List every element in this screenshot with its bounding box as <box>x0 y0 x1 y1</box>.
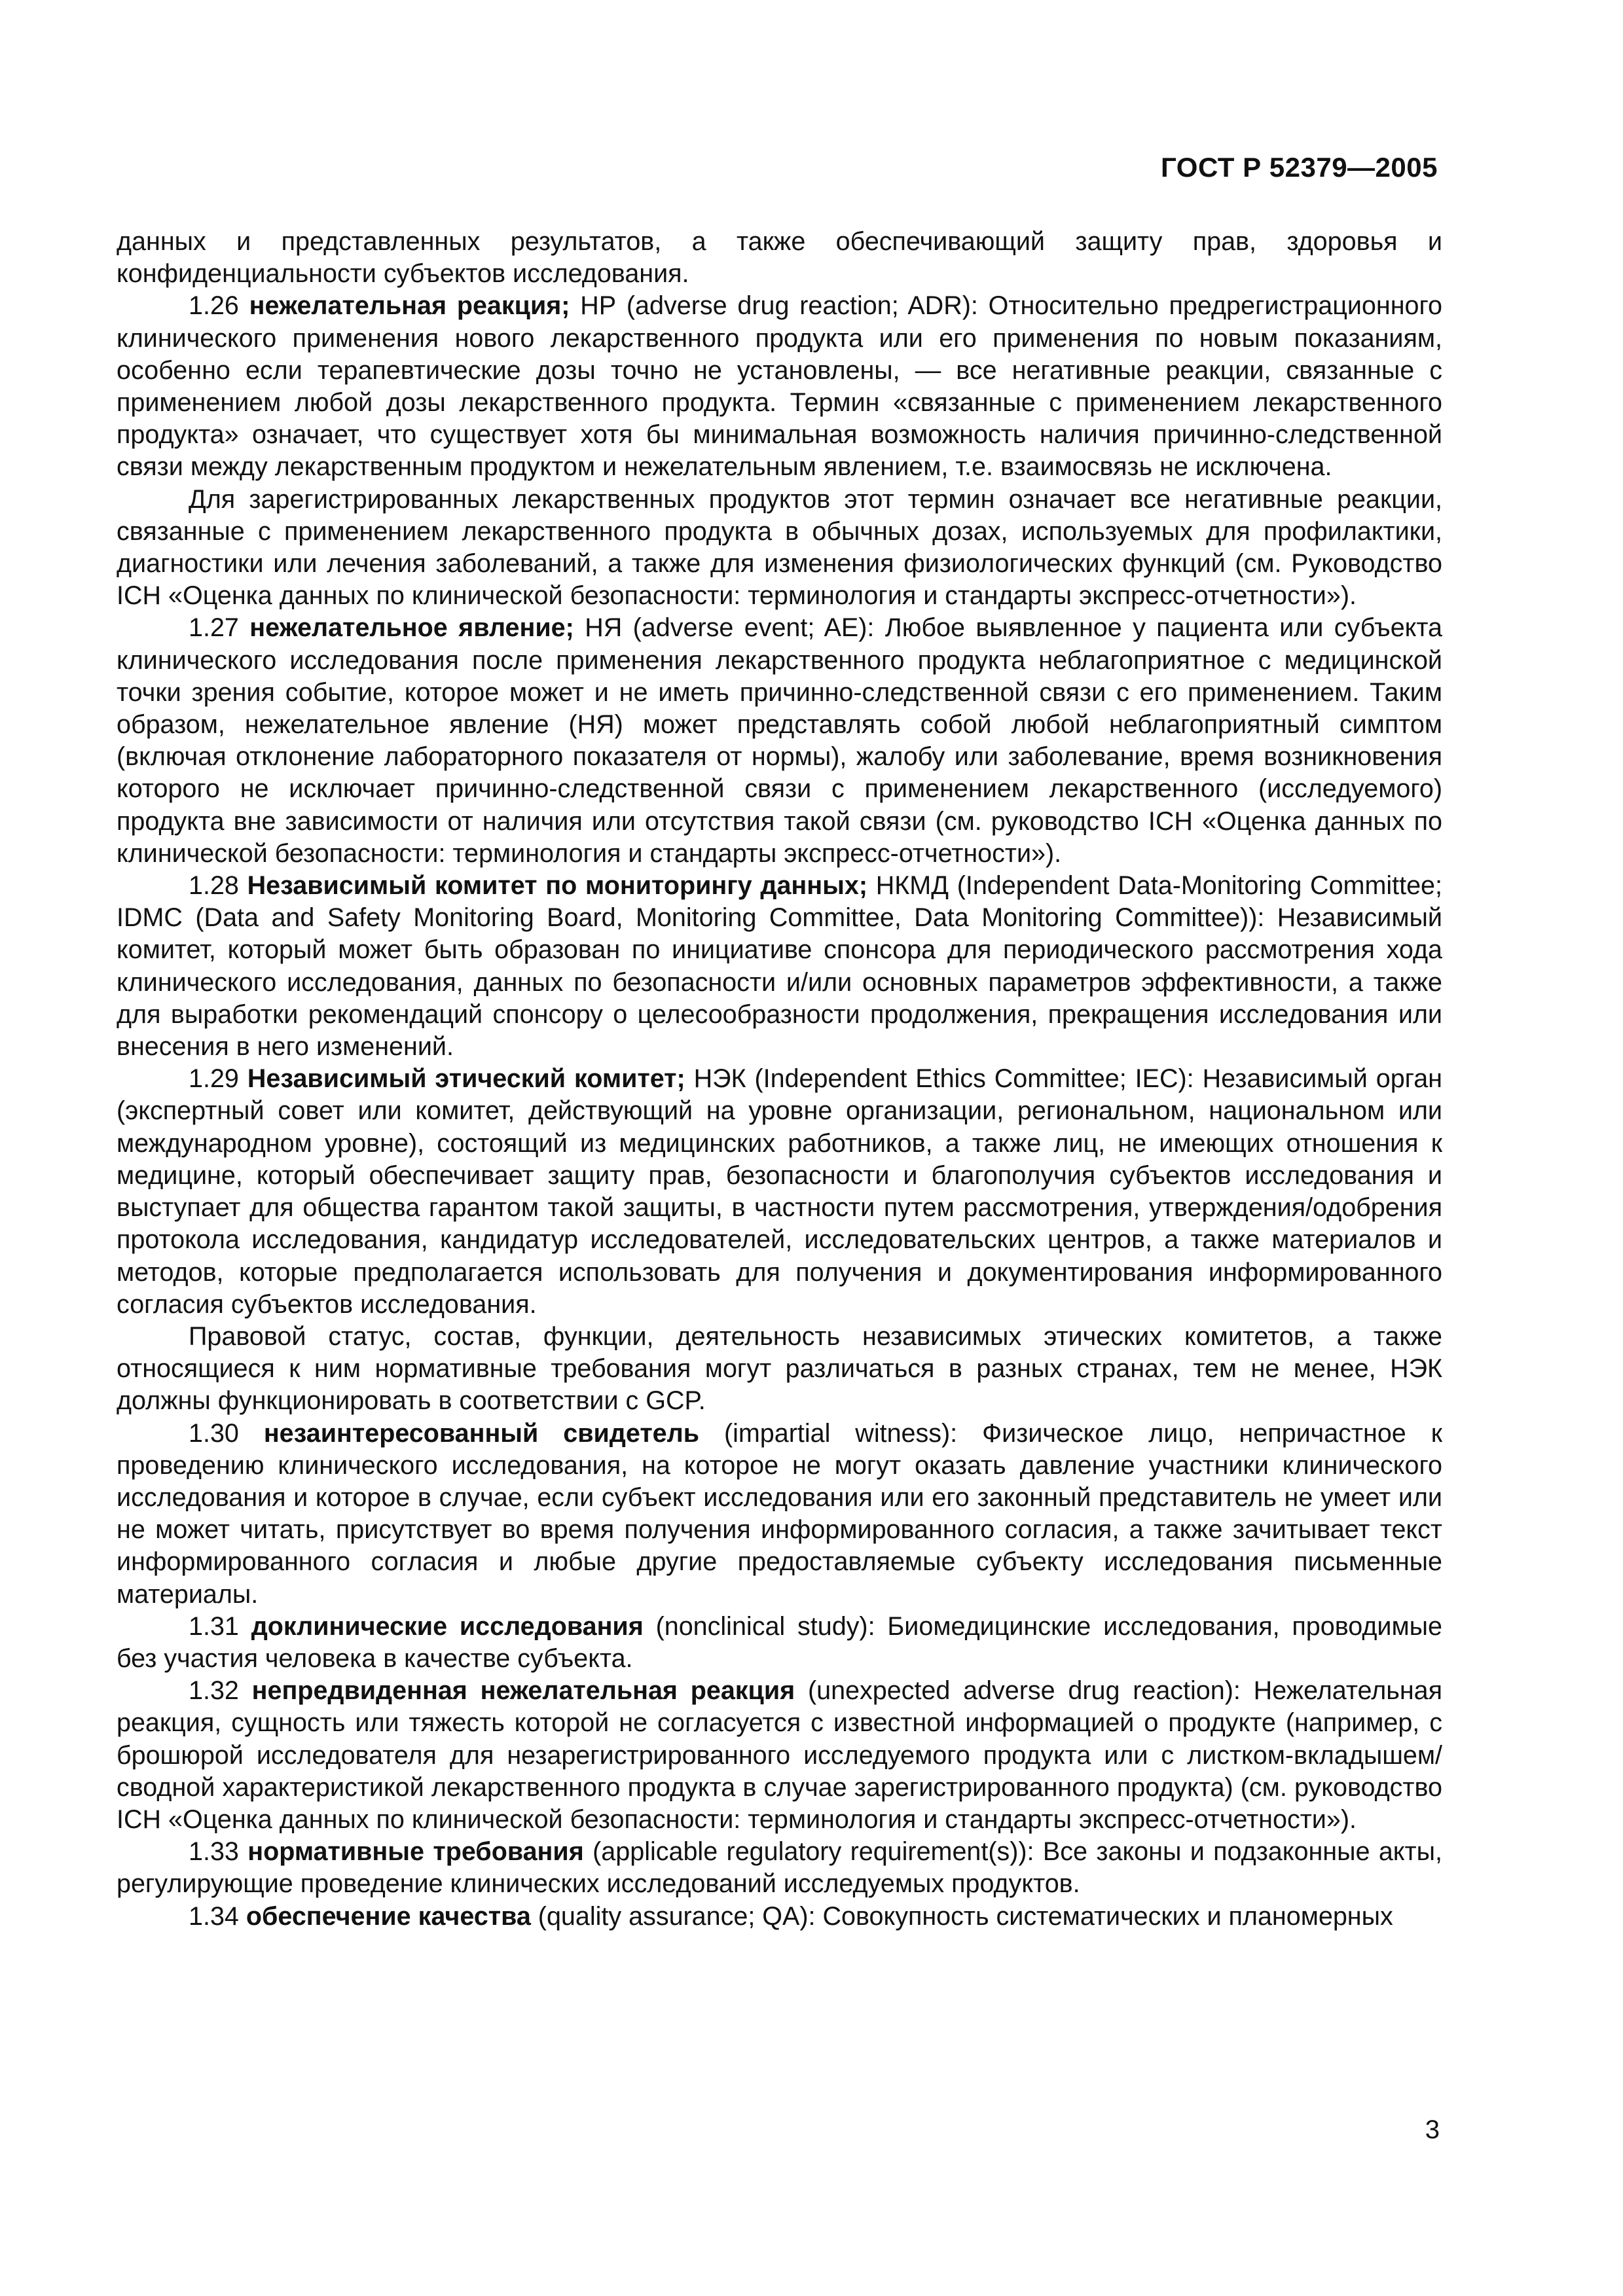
paragraph-text: НР (adverse drug reaction; ADR): Относительно предрегистрационного клинического применения нового лекарственного продукта или его применения по новым показаниям, особенно если терапевтические дозы точно не установлены, — все негативные реакции, связанные с применением любой дозы лекарственного продукта. Термин «связанные с применением лекарственного продукта» означает, что существует хотя бы минимальная возможность наличия причинно-следственной связи между лекарственным продуктом и нежелательным явлением, т.е. взаимосвязь не исключена. <box>117 291 1442 482</box>
paragraph-text: НЯ (adverse event; AE): Любое выявленное у пациента или субъекта клинического исследования после применения лекарственного продукта неблагоприятное с медицинской точки зрения событие, которое может и не иметь причинно-следственной связи с его применением. Таким образом, нежелательное явление (НЯ) может представлять собой любой неблагоприятный симптом (включая отклонение лабораторного показателя от нормы), жалобу или заболевание, время возникновения которого не исключает причинно-следственной связи с применением лекарственного (исследуемого) продукта вне зависимости от наличия или отсутствия такой связи (см. руководство ICH «Оценка данных по клинической безопасности: терминология и стандарты экспресс-отчетности»). <box>117 613 1442 868</box>
definition-1-28 <box>117 870 1442 1063</box>
term-heading: обеспечение качества <box>246 1901 531 1931</box>
definition-1-26 <box>117 290 1442 483</box>
paragraph-text: НКМД (Independent Data-Monitoring Committee; IDMC (Data and Safety Monitoring Board, Monitoring Committee, Data Monitoring Committee)): Независимый комитет, который может быть образован по инициативе спонсора для периодического рассмотрения хода клинического исследования, данных по безопасности и/или основных параметров эффективности, а также для выработки рекомендаций спонсору о целесообразности продолжения, прекращения исследования или внесения в него изменений. <box>117 871 1442 1062</box>
paragraph-text: данных и представленных результатов, а также обеспечивающий защиту прав, здоровья и конфиденциальности субъектов исследования. <box>117 227 1442 289</box>
definition-1-32 <box>117 1675 1442 1836</box>
definition-1-27 <box>117 612 1442 870</box>
paragraph-text: НЭК (Independent Ethics Committee; IEC): Независимый орган (экспертный совет или комитет, действующий на уровне организации, региональном, национальном или международном уровне), состоящий из медицинских работников, а также лиц, не имеющих отношения к медицине, который обеспечивает защиту прав, безопасности и благополучия субъектов исследования и выступает для общества гарантом такой защиты, в частности путем рассмотрения, утверждения/одобрения протокола исследования, кандидатур исследователей, исследовательских центров, а также материалов и методов, которые предполагается использовать для получения и документирования информированного согласия субъектов исследования. <box>117 1064 1442 1319</box>
paragraph-number: 1.31 <box>189 1611 251 1641</box>
term-heading: Независимый комитет по мониторингу данных; <box>247 871 867 901</box>
paragraph-continuation <box>117 226 1442 290</box>
term-heading: нормативные требования <box>247 1837 584 1867</box>
paragraph-text: (applicable regulatory requirement(s)): Все законы и подзаконные акты, регулирующие проведение клинических исследований исследуемых продуктов. <box>117 1837 1442 1899</box>
paragraph-text: Правовой статус, состав, функции, деятельность независимых этических комитетов, а также относящиеся к ним нормативные требования могут различаться в разных странах, тем не менее, НЭК должны функционировать в соответствии с GCP. <box>117 1321 1442 1416</box>
document-body <box>117 226 1442 1933</box>
paragraph-number: 1.28 <box>189 871 247 901</box>
definition-1-31 <box>117 1611 1442 1675</box>
paragraph-number: 1.34 <box>189 1901 246 1931</box>
paragraph-number: 1.26 <box>189 291 249 321</box>
paragraph-number: 1.27 <box>189 613 250 643</box>
definition-1-29 <box>117 1063 1442 1321</box>
term-heading: нежелательное явление; <box>249 613 574 643</box>
term-heading: Независимый этический комитет; <box>247 1064 685 1094</box>
paragraph-number: 1.30 <box>189 1418 264 1448</box>
definition-1-26-continued <box>117 484 1442 613</box>
definition-1-29-continued <box>117 1321 1442 1418</box>
definition-1-33 <box>117 1836 1442 1900</box>
term-heading: незаинтересованный свидетель <box>263 1418 700 1448</box>
paragraph-text: Для зарегистрированных лекарственных продуктов этот термин означает все негативные реакции, связанные с применением лекарственного продукта в обычных дозах, используемых для профилактики, диагностики или лечения заболеваний, а также для изменения физиологических функций (см. Руководство ICH «Оценка данных по клинической безопасности: терминология и стандарты экспресс-отчетности»). <box>117 484 1442 611</box>
paragraph-text: (unexpected adverse drug reaction): Нежелательная реакция, сущность или тяжесть которой не согласуется с известной информацией о продукте (например, с брошюрой исследователя для незарегистрированного исследуемого продукта или с листком-вкладышем/сводной характеристикой лекарственного продукта в случае зарегистрированного продукта) (см. руководство ICH «Оценка данных по клинической безопасности: терминология и стандарты экспресс-отчетности»). <box>117 1676 1442 1834</box>
paragraph-text: (nonclinical study): Биомедицинские исследования, проводимые без участия человека в качестве субъекта. <box>117 1611 1442 1673</box>
paragraph-text: (quality assurance; QA): Совокупность систематических и планомерных <box>530 1901 1393 1931</box>
term-heading: непредвиденная нежелательная реакция <box>251 1676 795 1706</box>
definition-1-34 <box>117 1901 1442 1933</box>
term-heading: доклинические исследования <box>251 1611 644 1641</box>
paragraph-number: 1.33 <box>189 1837 248 1867</box>
term-heading: нежелательная реакция; <box>249 291 570 321</box>
standard-code-header: ГОСТ Р 52379—2005 <box>1161 152 1438 183</box>
paragraph-number: 1.29 <box>189 1064 247 1094</box>
paragraph-number: 1.32 <box>189 1676 252 1706</box>
page-number: 3 <box>1425 2115 1440 2144</box>
paragraph-text: (impartial witness): Физическое лицо, непричастное к проведению клинического исследования, на которое не могут оказать давление участники клинического исследования и которое в случае, если субъект исследования или его законный представитель не умеет или не может читать, присутствует во время получения информированного согласия, а также зачитывает текст информированного согласия и любые другие предоставляемые субъекту исследования письменные материалы. <box>117 1418 1442 1609</box>
definition-1-30 <box>117 1418 1442 1611</box>
